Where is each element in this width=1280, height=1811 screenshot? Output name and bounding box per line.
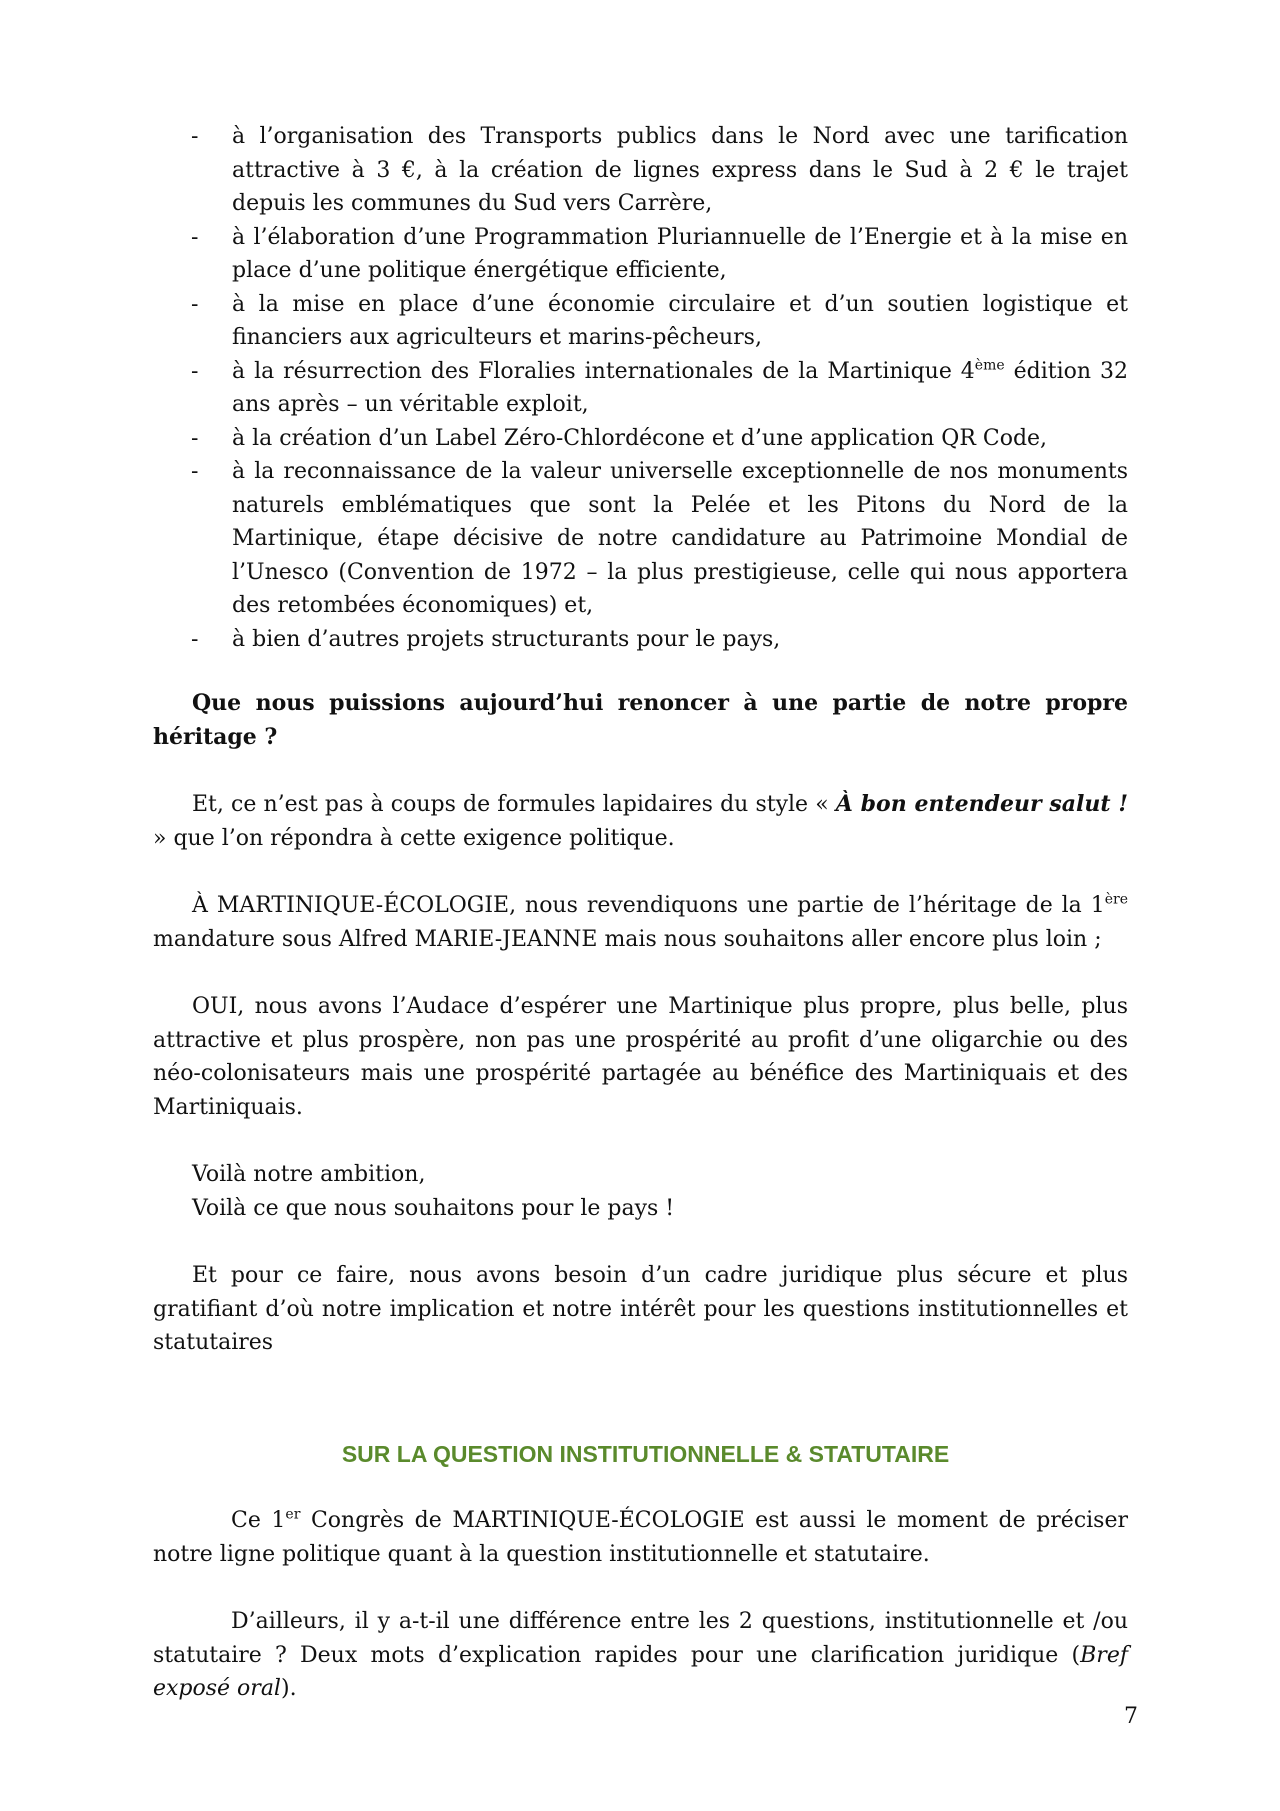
paragraph-gap [153,1225,1128,1259]
heritage-question: Que nous puissions aujourd’hui renoncer à une partie de notre propre héritage ? [153,690,1128,750]
list-item-text: à l’organisation des Transports publics dans le Nord avec une tarification attractive à 3 €, à la création de lignes express dans le Sud à 2 € le trajet depuis les communes du Sud vers Carrère, [232,124,1128,216]
list-item-text: à la création d’un Label Zéro-Chlordécone et d’une application QR Code, [232,425,1048,451]
audace-paragraph: OUI, nous avons l’Audace d’espérer une Martinique plus propre, plus belle, plus attractive et plus prospère, non pas une prospérité au profit d’une oligarchie ou des néo-colonisateurs mais une prospérité partagée au bénéfice des Martiniquais et des Martiniquais. [153,994,1128,1120]
list-item [153,422,1128,456]
page-content [153,120,1128,1706]
text-segment: D’ailleurs, il y a-t-il une différence entre les 2 questions, institutionnelle et /ou statutaire ? Deux mots d’explication rapides pour une clarification juridique ( [153,1609,1128,1668]
section-gap [153,1471,1128,1504]
bullet-dash: - [191,124,199,149]
ordinal-superscript: ème [974,357,1005,374]
list-item [153,455,1128,623]
list-item-text: à la reconnaissance de la valeur universelle exceptionnelle de nos monuments naturels emblématiques que sont la Pelée et les Pitons du Nord de la Martinique, étape décisive de notre candidature au Patrimoine Mondial de l’Unesco (Convention de 1972 – la plus prestigieuse, celle qui nous apportera des retombées économiques) et, [232,459,1128,618]
paragraph-gap [153,754,1128,788]
paragraph-gap [153,1124,1128,1158]
text-segment: À MARTINIQUE-ÉCOLOGIE, nous revendiquons une partie de l’héritage de la 1 [192,893,1105,918]
legal-framework-paragraph: Et pour ce faire, nous avons besoin d’un cadre juridique plus sécure et plus gratifiant d’où notre implication et notre intérêt pour les questions institutionnelles et statutaires [153,1263,1128,1355]
bullet-dash: - [191,626,199,652]
congress-paragraph [153,1504,1128,1571]
achievement-list [153,120,1128,656]
text-segment: mandature sous Alfred MARIE-JEANNE mais nous souhaitons aller encore plus loin ; [153,926,1102,952]
text-segment: Ce 1 [231,1508,286,1533]
list-item [153,355,1128,422]
text-segment: ). [280,1676,297,1701]
paragraph-gap [153,855,1128,889]
formula-paragraph [153,788,1128,855]
list-item-text: à la mise en place d’une économie circulaire et d’un soutien logistique et financiers aux agriculteurs et marins-pêcheurs, [232,291,1128,350]
text-segment: » que l’on répondra à cette exigence politique. [153,825,675,851]
section-gap [153,1360,1128,1438]
difference-paragraph [153,1605,1128,1706]
paragraph-gap [153,956,1128,990]
list-item-text: à bien d’autres projets structurants pour le pays, [232,626,781,652]
bullet-dash: - [191,224,199,250]
list-item [153,221,1128,288]
formula-quote: À bon entendeur salut ! [835,791,1128,817]
ordinal-superscript: ère [1104,891,1128,908]
text-segment: Et, ce n’est pas à coups de formules lapidaires du style « [192,792,836,817]
bullet-dash: - [191,358,199,384]
bullet-dash: - [191,459,199,484]
list-item [153,623,1128,657]
text-segment: Congrès de MARTINIQUE-ÉCOLOGIE est aussi le moment de préciser notre ligne politique quant à la question institutionnelle et statutaire. [153,1508,1129,1567]
list-item [153,288,1128,355]
page-number: 7 [1124,1704,1138,1729]
list-item-text [232,359,1128,418]
list-item-text: à l’élaboration d’une Programmation Pluriannuelle de l’Energie et à la mise en place d’une politique énergétique efficiente, [232,224,1128,283]
ordinal-superscript: er [285,1506,301,1523]
heritage-claim-paragraph [153,889,1128,956]
text-segment: à la résurrection des Floralies internationales de la Martinique 4 [232,358,975,384]
ambition-line: Voilà ce que nous souhaitons pour le pays ! [192,1195,675,1221]
list-item [153,120,1128,221]
section-title: SUR LA QUESTION INSTITUTIONNELLE & STATUTAIRE [341,1440,950,1467]
text-segment: édition 32 ans après – un véritable exploit, [232,358,1128,417]
bullet-dash: - [191,291,199,317]
ambition-line: Voilà notre ambition, [192,1162,426,1187]
bullet-dash: - [191,425,199,451]
paragraph-gap [153,1571,1128,1605]
italic-note: Bref exposé oral [153,1642,1128,1701]
